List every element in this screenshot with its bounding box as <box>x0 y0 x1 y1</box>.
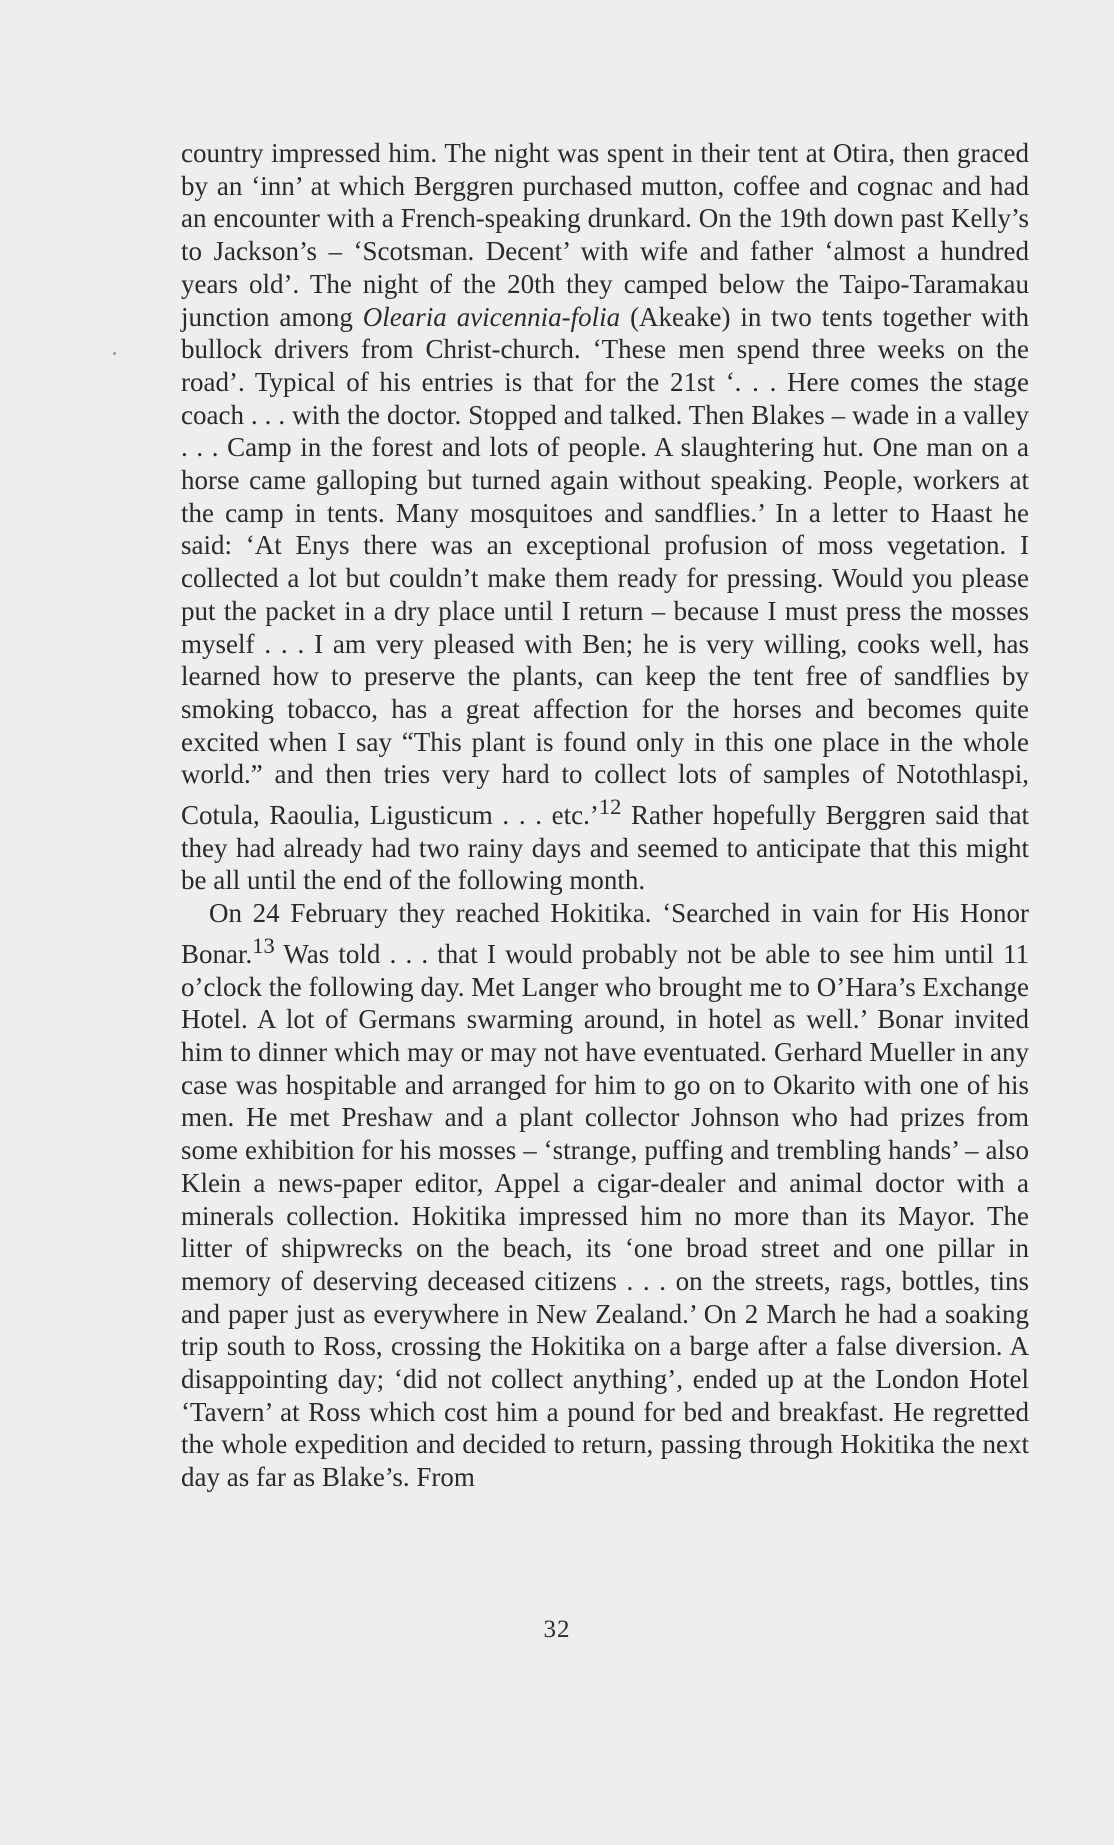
footnote-ref-12: 12 <box>598 794 622 820</box>
stray-mark <box>113 352 116 355</box>
species-name-italic: Olearia avicennia-folia <box>362 301 621 332</box>
footnote-ref-13: 13 <box>252 932 275 958</box>
text-run: On 24 February they reached Hokitika. ‘Searched in vain for His Honor Bonar. <box>181 898 1029 969</box>
text-run: (Akeake) in two tents together with bullock drivers from Christ-church. ‘These men spend three weeks on the road’. Typical of his entries is that for the 21st ‘. . . Here comes the stage coach . . . with the doctor. Stopped and talked. Then Blakes – wade in a valley . . . Camp in the forest and lots of people. A slaughtering hut. One man on a horse came galloping but turned again without speaking. People, workers at the camp in tents. Many mosquitoes and sandflies.’ In a letter to Haast he said: ‘At Enys there was an exceptional profusion of moss vegetation. I collected a lot but couldn’t make them ready for pressing. Would you please put the packet in a dry place until I return – because I must press the mosses myself . . . I am very pleased with Ben; he is very willing, cooks well, has learned how to preserve the plants, can keep the tent free of sandflies by smoking tobacco, has a great affection for the horses and becomes quite excited when I say “This plant is found only in this one place in the whole world.” and then tries very hard to collect lots of samples of Notothlaspi, Cotula, Raoulia, Ligusticum . . . etc.’ <box>181 301 1029 831</box>
text-run: country impressed him. The night was spent in their tent at Otira, then graced by an ‘inn’ at which Berggren purchased mutton, coffee and cognac and had an encounter with a French-speaking drunkard. On the 19th down past Kelly’s to Jackson’s – ‘Scotsman. Decent’ with wife and father ‘almost a hundred years old’. The night of the 20th they camped below the Taipo-Taramakau junction among <box>181 138 1029 332</box>
paragraph-1 <box>181 137 1029 897</box>
body-text <box>181 137 1029 1494</box>
text-run: Was told . . . that I would probably not be able to see him until 11 o’clock the following day. Met Langer who brought me to O’Hara’s Exchange Hotel. A lot of Germans swarming around, in hotel as well.’ Bonar invited him to dinner which may or may not have eventuated. Gerhard Mueller in any case was hospitable and arranged for him to go on to Okarito with one of his men. He met Preshaw and a plant collector Johnson who had prizes from some exhibition for his mosses – ‘strange, puffing and trembling hands’ – also Klein a news-paper editor, Appel a cigar-dealer and animal doctor with a minerals collection. Hokitika impressed him no more than its Mayor. The litter of shipwrecks on the beach, its ‘one broad street and one pillar in memory of deserving deceased citizens . . . on the streets, rags, bottles, tins and paper just as everywhere in New Zealand.’ On 2 March he had a soaking trip south to Ross, crossing the Hokitika on a barge after a false diversion. A disappointing day; ‘did not collect anything’, ended up at the London Hotel ‘Tavern’ at Ross which cost him a pound for bed and breakfast. He regretted the whole expedition and decided to return, passing through Hokitika the next day as far as Blake’s. From <box>181 938 1029 1493</box>
paragraph-2 <box>181 897 1029 1494</box>
text-run: Rather hopefully Berggren said that they had already had two rainy days and seemed to anticipate that this might be all until the end of the following month. <box>181 800 1029 896</box>
page-number: 32 <box>543 1616 571 1643</box>
